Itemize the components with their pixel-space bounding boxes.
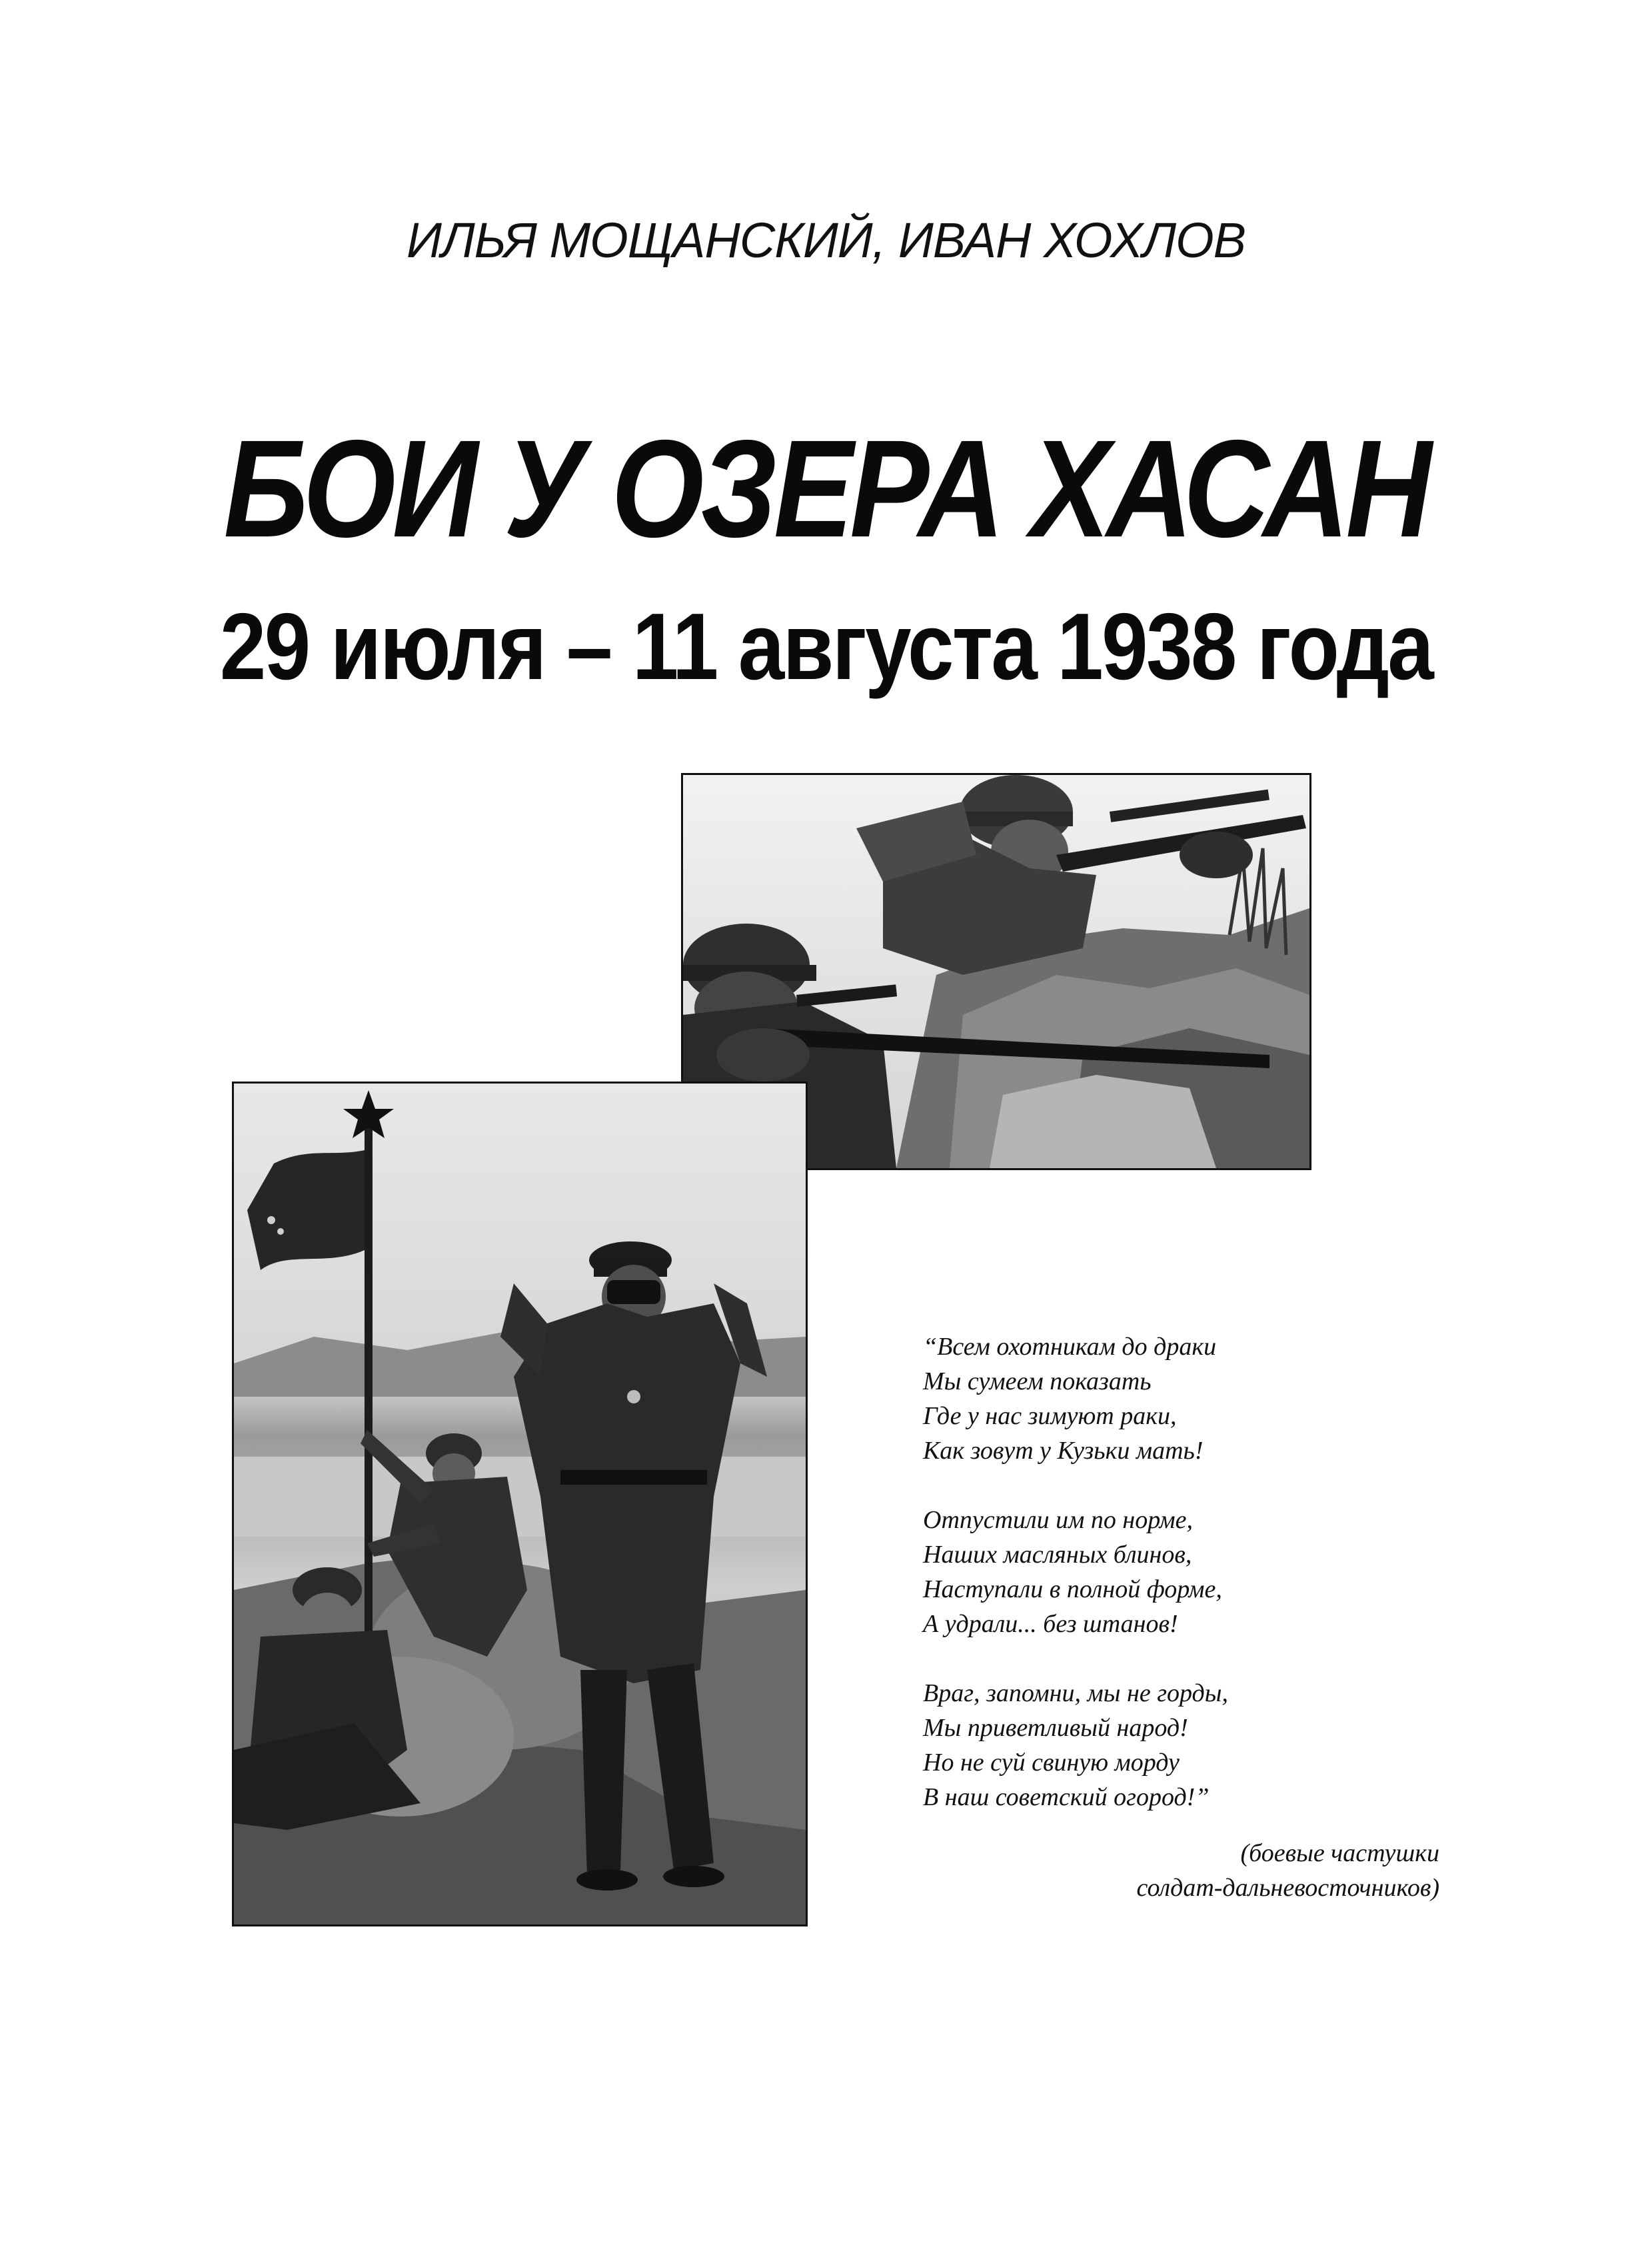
poem-stanza bbox=[923, 1503, 1456, 1641]
poem-line: Мы сумеем показать bbox=[923, 1367, 1152, 1395]
poem-line: В наш советский огород!” bbox=[923, 1783, 1210, 1811]
poem-line: Где у нас зимуют раки, bbox=[923, 1402, 1177, 1430]
poem-line: “Всем охотникам до драки bbox=[923, 1333, 1217, 1361]
attribution-line: солдат-дальневосточников) bbox=[1136, 1874, 1439, 1902]
poem-line: Наших масляных блинов, bbox=[923, 1541, 1192, 1569]
book-subtitle-dates: 29 июля – 11 августа 1938 года bbox=[219, 594, 1433, 700]
book-title: БОИ У ОЗЕРА ХАСАН bbox=[223, 412, 1429, 566]
poem-attribution bbox=[1000, 1836, 1439, 1905]
poem-line: Как зовут у Кузьки мать! bbox=[923, 1437, 1204, 1465]
flag-raising-photo bbox=[232, 1082, 808, 1926]
poem-line: Враг, запомни, мы не горды, bbox=[923, 1679, 1229, 1707]
poem-line: Мы приветливый народ! bbox=[923, 1714, 1188, 1742]
poem-line: Но не суй свиную морду bbox=[923, 1749, 1180, 1777]
poem bbox=[923, 1329, 1456, 1849]
poem-line: А удрали... без штанов! bbox=[923, 1610, 1178, 1638]
authors-line: ИЛЬЯ МОЩАНСКИЙ, ИВАН ХОХЛОВ bbox=[407, 213, 1245, 268]
poem-stanza bbox=[923, 1329, 1456, 1468]
poem-line: Отпустили им по норме, bbox=[923, 1506, 1193, 1534]
poem-line: Наступали в полной форме, bbox=[923, 1575, 1222, 1603]
poem-stanza bbox=[923, 1676, 1456, 1815]
attribution-line: (боевые частушки bbox=[1240, 1839, 1439, 1867]
flag-raising-photo-image bbox=[234, 1084, 806, 1924]
